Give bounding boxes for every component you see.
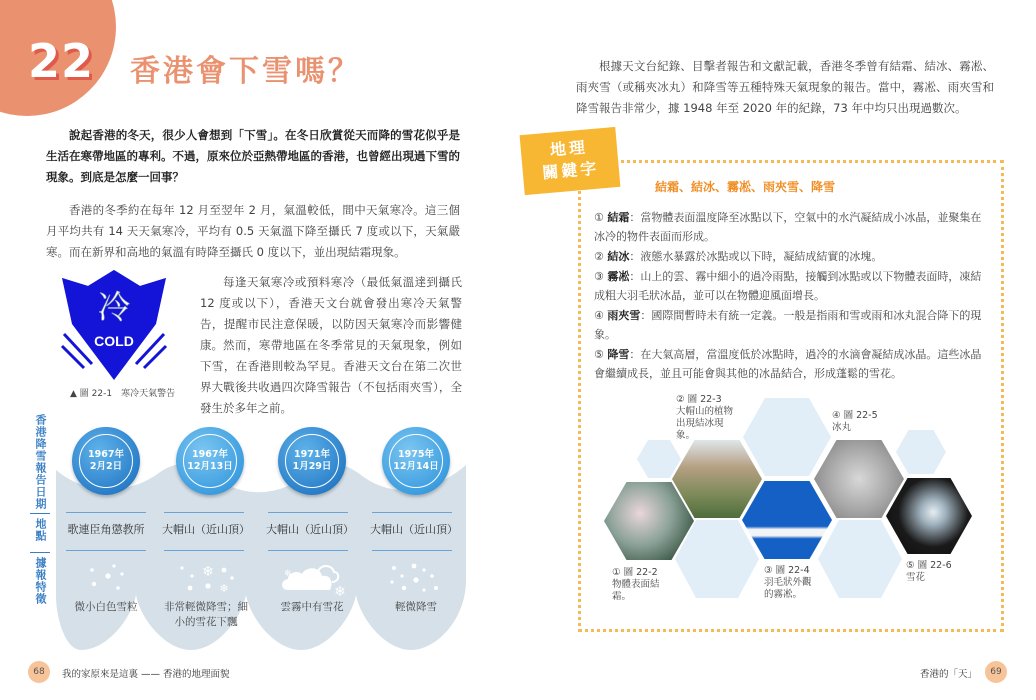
divider — [164, 512, 244, 513]
divider — [372, 550, 452, 551]
divider — [268, 512, 348, 513]
winter-paragraph: 香港的冬季約在每年 12 月至翌年 2 月，氣溫較低，間中天氣寒冷。這三個月平均共有 14 天天氣寒冷，平均有 0.5 天氣溫下降至攝氏 7 度或以下，天氣嚴寒。而在新界和高地的氣溫有時降至攝氏 0 度以下，並出現結霜現象。 — [46, 203, 460, 259]
definition-snow: ⑤ 降雪：在大氣高層，當溫度低於冰點時，過冷的水滴會凝結成冰晶。這些冰晶會繼續成長，並且可能會與其他的冰晶結合，形成蓬鬆的雪花。 — [594, 348, 982, 380]
report-location-1: 歌連臣角懲教所 — [67, 523, 145, 536]
cloud-snow-icon — [274, 560, 354, 596]
label-location: 地點 — [34, 518, 47, 542]
definition-rime: ③ 霧凇：山上的雲、霧中細小的過冷雨點，接觸到冰點或以下物體表面時，凍結成粗大羽毛狀冰晶，並可以在物體迎風面增長。 — [594, 270, 982, 302]
snow-dots-icon — [68, 560, 148, 596]
keyword-tag: 地理 關鍵字 — [520, 127, 621, 195]
chapter-number: 22 — [28, 34, 95, 88]
label-feature: 據報特徵 — [34, 557, 47, 605]
keyword-heading: 結霜、結冰、霧凇、雨夾雪、降雪 — [655, 180, 836, 194]
figure-caption-22-2: ① 圖 22-2 物體表面結霜。 — [612, 567, 660, 602]
report-date-badge-4: 1975年 12月14日 — [382, 427, 450, 495]
snow-dots-icon — [374, 560, 454, 596]
snowflakes-icon — [168, 560, 248, 596]
report-location-4: 大帽山（近山頂） — [370, 523, 458, 536]
svg-text:❄: ❄ — [334, 584, 346, 596]
intro-paragraph: 說起香港的冬天，很少人會想到「下雪」。在冬日欣賞從天而降的雪花似乎是生活在寒帶地區的專利。不過，原來位於亞熱帶地區的香港，也曾經出現過下雪的現象。到底是怎麼一回事？ — [46, 128, 460, 184]
right-intro-paragraph: 根據天文台紀錄、目擊者報告和文獻記載，香港冬季曾有結霜、結冰、霧凇、雨夾雪（或稱夾冰丸）和降雪等五種特殊天氣現象的報告。當中，霧凇、雨夾雪和降雪報告非常少，據 1948 年至 2020 年的紀錄，73 年中均只出現過數次。 — [576, 59, 994, 115]
divider — [30, 513, 50, 514]
snow-rare-paragraph: 然而，寒帶地區在冬季常見的天氣現象，例如下雪，在香港則較為罕見。香港天文台在第二次世界大戰後共收過四次降雪報告（不包括雨夾雪），全發生於多年之前。 — [200, 338, 462, 415]
definition-sleet: ④ 雨夾雪：國際間暫時未有統一定義。一般是指雨和雪或雨和冰丸混合降下的現象。 — [594, 309, 982, 341]
svg-text:❄: ❄ — [219, 582, 229, 595]
definition-ice: ② 結冰：液態水暴露於冰點或以下時，凝結成結實的冰塊。 — [594, 250, 883, 263]
svg-text:COLD: COLD — [94, 333, 134, 349]
divider — [164, 550, 244, 551]
divider — [66, 512, 146, 513]
figure-caption-22-3: ② 圖 22-3 大帽山的植物出現結冰現象。 — [676, 394, 734, 441]
label-report-date: 香港降雪報告日期 — [34, 414, 47, 510]
divider — [372, 512, 452, 513]
svg-text:❄: ❄ — [284, 569, 292, 579]
cold-warning-caption: ▲ 圖 22-1 寒冷天氣警告 — [70, 389, 176, 399]
report-location-2: 大帽山（近山頂） — [162, 523, 250, 536]
report-location-3: 大帽山（近山頂） — [266, 523, 354, 536]
divider — [66, 550, 146, 551]
warning-paragraph: 每逢天氣寒冷或預料寒冷（最低氣溫達到攝氏 12 度或以下），香港天文台就會發出寒冷天氣警告，提醒市民注意保暖，以防因天氣寒冷而影響健康。 — [200, 275, 462, 352]
report-date-badge-3: 1971年 1月29日 — [278, 427, 346, 495]
report-feature-1: 微小白色雪粒 — [74, 601, 138, 613]
page-number-left: 68 — [28, 661, 50, 683]
divider — [268, 550, 348, 551]
report-feature-3: 雲霧中有雪花 — [280, 601, 344, 613]
divider — [30, 552, 50, 553]
figure-caption-22-5: ④ 圖 22-5 冰丸 — [832, 410, 878, 433]
svg-text:冷: 冷 — [97, 288, 131, 326]
chapter-title: 香港會下雪嗎？ — [130, 54, 361, 89]
report-feature-4: 輕微降雪 — [395, 601, 437, 613]
figure-caption-22-6: ⑤ 圖 22-6 雪花 — [906, 560, 952, 583]
figure-caption-22-4: ③ 圖 22-4 羽毛狀外觀的霧凇。 — [764, 565, 812, 600]
cold-warning-icon — [58, 270, 170, 382]
page-number-right: 69 — [985, 661, 1007, 683]
footer-book-title: 我的家原來是這裏 —— 香港的地理面貌 — [62, 669, 230, 680]
footer-section-title: 香港的「天」 — [920, 669, 978, 680]
svg-text:❄: ❄ — [202, 564, 214, 580]
report-date-badge-2: 1967年 12月13日 — [176, 427, 244, 495]
report-date-badge-1: 1967年 2月2日 — [72, 427, 140, 495]
report-feature-2: 非常輕微降雪；細小的雪花下飄 — [164, 601, 248, 628]
definition-frost: ① 結霜：當物體表面溫度降至冰點以下，空氣中的水汽凝結成小冰晶，並聚集在冰冷的物件表面而形成。 — [594, 211, 982, 243]
